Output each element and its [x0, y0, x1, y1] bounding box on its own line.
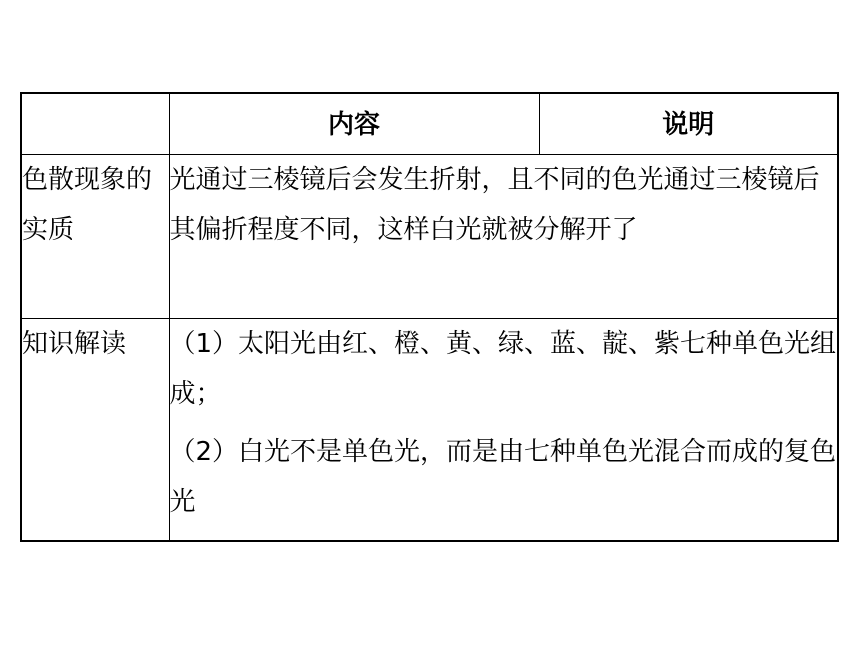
table-header-row — [21, 93, 838, 155]
paragraph-white-light: （2）白光不是单色光，而是由七种单色光混合而成的复色光 — [169, 437, 837, 517]
header-cell-empty — [21, 93, 169, 155]
knowledge-table — [20, 92, 839, 542]
table-row — [21, 155, 838, 319]
paragraph: 光通过三棱镜后会发生折射，且不同的色光通过三棱镜后其偏折程度不同，这样白光就被分解开了 — [169, 165, 820, 245]
row-label-knowledge-reading: 知识解读 — [21, 319, 169, 541]
row-body-knowledge-reading — [169, 319, 838, 541]
paragraph-sunlight: （1）太阳光由红、橙、黄、绿、蓝、靛、紫七种单色光组成； — [169, 329, 837, 409]
header-cell-explanation: 说明 — [539, 93, 838, 155]
row-label-dispersion-essence: 色散现象的实质 — [21, 155, 169, 319]
table-row — [21, 319, 838, 541]
row-body-dispersion-essence — [169, 155, 838, 319]
header-cell-content: 内容 — [169, 93, 539, 155]
